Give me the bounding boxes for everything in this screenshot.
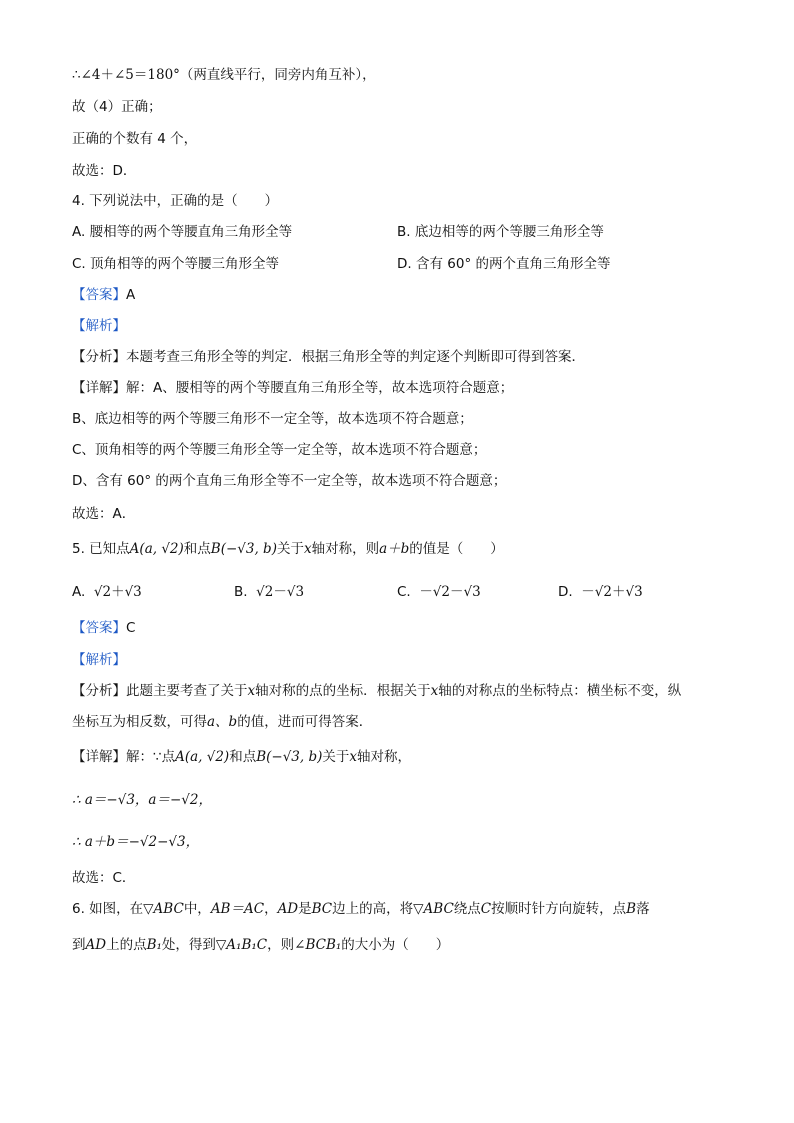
- q5-step-1: ∴ a＝−√3，a＝−√2，: [72, 792, 212, 808]
- triangle-a1b1c: ▽A₁B₁C: [215, 937, 268, 953]
- stem-text: 绕点: [453, 901, 481, 917]
- q4-xiangjie: [72, 379, 513, 397]
- segment-bc: BC: [311, 901, 333, 917]
- q5-fenxi-line-2: [72, 713, 372, 731]
- stem-text: 的大小为（ ）: [341, 937, 450, 953]
- q4-fenxi: [72, 348, 585, 366]
- stem-text: 落: [636, 901, 650, 917]
- stem-text: 按顺时针方向旋转，点: [491, 901, 627, 917]
- segment-ad: AD: [277, 901, 299, 917]
- option-value: √2＋√3: [93, 584, 142, 600]
- text-line: 正确的个数有 4 个，: [72, 131, 198, 147]
- xiangjie-text: 和点: [229, 749, 257, 765]
- text-line: 故（4）正确；: [72, 99, 162, 115]
- stem-text: 5. 已知点: [72, 541, 130, 557]
- x-variable: x: [303, 541, 312, 557]
- q4-line-c: C、顶角相等的两个等腰三角形全等一定全等，故本选项不符合题意；: [72, 442, 487, 458]
- point-b: B: [626, 901, 637, 917]
- jiexi-tag: 【解析】: [72, 318, 126, 334]
- q5-option-b: [234, 583, 304, 601]
- q5-answer: [72, 619, 135, 637]
- answer-value: C: [126, 620, 136, 636]
- q5-conclusion: 故选：C．: [72, 870, 136, 886]
- sum-expression: a＋b: [379, 541, 410, 557]
- xiangjie-tag: 【详解】: [72, 380, 126, 396]
- stem-text: 处，得到: [161, 937, 216, 953]
- jiexi-tag: 【解析】: [72, 652, 126, 668]
- question-6-line-1: [72, 900, 650, 918]
- q4-option-a: A. 腰相等的两个等腰直角三角形全等: [72, 224, 293, 240]
- q5-xiangjie: [72, 748, 411, 766]
- stem-text: 到: [72, 937, 86, 953]
- fenxi-text: 坐标互为相反数，可得: [72, 714, 207, 730]
- point-c: C: [480, 901, 492, 917]
- q5-option-d: [558, 583, 643, 601]
- stem-text: 和点: [183, 541, 211, 557]
- answer-value: A: [126, 287, 136, 303]
- q4-option-d: D. 含有 60° 的两个直角三角形全等: [397, 256, 611, 272]
- reason-text: （两直线平行，同旁内角互补），: [179, 67, 376, 83]
- q4-option-c: C. 顶角相等的两个等腰三角形全等: [72, 256, 280, 272]
- triangle-abc: ▽ABC: [143, 901, 184, 917]
- x-variable: x: [349, 749, 358, 765]
- stem-text: 6. 如图，在: [72, 901, 144, 917]
- point-a: A(a, √2): [175, 749, 230, 765]
- stem-text: 是: [298, 901, 312, 917]
- angle-sum-math: ∴∠4＋∠5＝180°: [72, 67, 180, 83]
- x-variable: x: [430, 683, 439, 699]
- option-value: －√2＋√3: [581, 584, 643, 600]
- ab-variables: a、b: [207, 714, 238, 730]
- stem-text: 中，: [183, 901, 211, 917]
- xiangjie-text: 解：A、腰相等的两个等腰直角三角形全等，故本选项符合题意；: [126, 380, 514, 396]
- q4-line-d: D、含有 60° 的两个直角三角形全等不一定全等，故本选项不符合题意；: [72, 473, 507, 489]
- fenxi-text: 此题主要考查了关于: [126, 683, 248, 699]
- xiangjie-tag: 【详解】: [72, 749, 126, 765]
- fenxi-text: 的值，进而可得答案．: [237, 714, 373, 730]
- option-label: B.: [234, 584, 248, 600]
- stem-text: 轴对称，则: [311, 541, 380, 557]
- equation-ab-ac: AB＝AC: [210, 901, 265, 917]
- q5-fenxi-line-1: [72, 682, 681, 700]
- answer-tag: 【答案】: [72, 287, 126, 303]
- xiangjie-text: 轴对称，: [357, 749, 412, 765]
- q5-jiexi: [72, 651, 126, 669]
- q5-step-2: ∴ a＋b＝−√2−√3，: [72, 834, 200, 850]
- xiangjie-text: 关于: [322, 749, 350, 765]
- stem-text: 边上的高，将: [332, 901, 414, 917]
- point-b: B(−√3, b): [256, 749, 323, 765]
- stem-text: 的值是（ ）: [409, 541, 504, 557]
- question-6-line-2: [72, 936, 449, 954]
- q4-jiexi: [72, 317, 126, 335]
- fenxi-text: 本题考查三角形全等的判定．根据三角形全等的判定逐个判断即可得到答案．: [126, 349, 585, 365]
- fenxi-tag: 【分析】: [72, 349, 126, 365]
- q5-option-c: [397, 583, 481, 601]
- segment-ad: AD: [85, 937, 107, 953]
- option-value: √2－√3: [256, 584, 305, 600]
- text-line: [72, 66, 376, 84]
- answer-tag: 【答案】: [72, 620, 126, 636]
- conclusion-line: 故选：D．: [72, 163, 137, 179]
- stem-text: 上的点: [106, 937, 147, 953]
- option-value: －√2－√3: [419, 584, 481, 600]
- x-variable: x: [247, 683, 256, 699]
- q4-line-b: B、底边相等的两个等腰三角形不一定全等，故本选项不符合题意；: [72, 411, 473, 427]
- fenxi-text: 轴对称的点的坐标．根据关于: [255, 683, 431, 699]
- option-label: C.: [397, 584, 411, 600]
- point-a: A(a, √2): [129, 541, 184, 557]
- stem-text: ，则: [267, 937, 295, 953]
- question-5-stem: [72, 540, 504, 558]
- question-4-stem: 4. 下列说法中，正确的是（ ）: [72, 193, 279, 209]
- fenxi-text: 轴的对称点的坐标特点：横坐标不变，纵: [438, 683, 682, 699]
- q5-option-a: [72, 583, 142, 601]
- point-b: B(−√3, b): [210, 541, 277, 557]
- stem-text: 关于: [276, 541, 304, 557]
- q4-option-b: B. 底边相等的两个等腰三角形全等: [397, 224, 604, 240]
- stem-text: ，: [264, 901, 278, 917]
- xiangjie-text: 解：∵点: [126, 749, 176, 765]
- triangle-abc: ▽ABC: [413, 901, 454, 917]
- q4-conclusion: 故选：A．: [72, 506, 136, 522]
- angle-bcb1: ∠BCB₁: [294, 937, 342, 953]
- point-b1: B₁: [146, 937, 162, 953]
- option-label: D.: [558, 584, 573, 600]
- q4-answer: [72, 286, 135, 304]
- option-label: A.: [72, 584, 86, 600]
- fenxi-tag: 【分析】: [72, 683, 126, 699]
